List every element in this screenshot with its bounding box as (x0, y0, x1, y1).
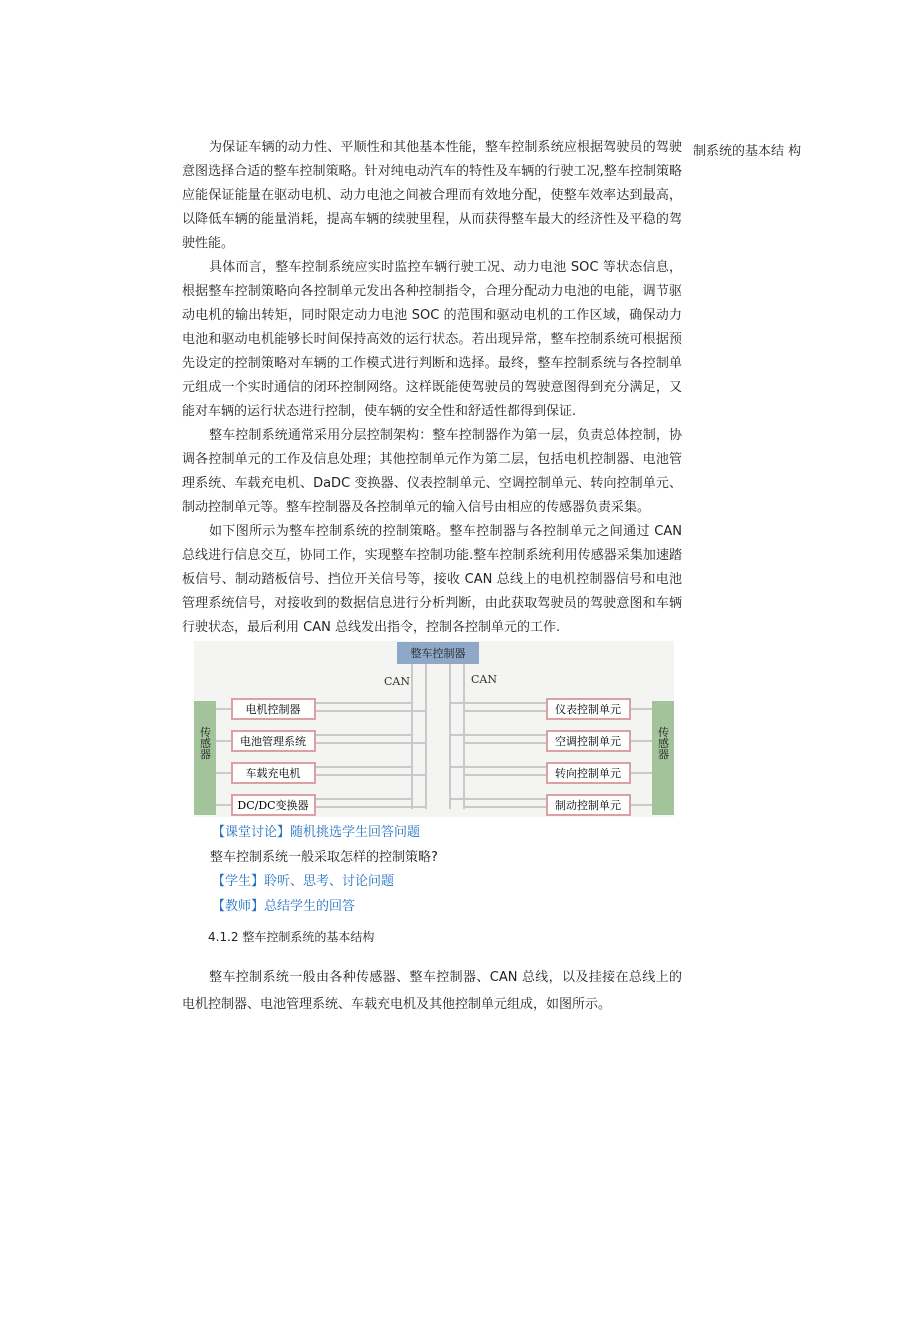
discussion-text: 随机挑选学生回答问题 (290, 825, 421, 840)
left-unit-1 (232, 699, 315, 719)
teacher-tag: 【教师】 (212, 899, 265, 914)
diagram-svg (194, 641, 674, 817)
can-label-right: CAN (471, 673, 497, 686)
left-unit-label: 电池管理系统 (240, 735, 306, 748)
teacher-text: 总结学生的回答 (264, 899, 356, 914)
right-unit-label: 空调控制单元 (555, 735, 621, 748)
discussion-question: 整车控制系统一般采取怎样的控制策略? (210, 850, 438, 865)
student-line (212, 873, 394, 891)
closing-paragraph: 整车控制系统一般由各种传感器、整车控制器、CAN 总线，以及挂接在总线上的电机控制器、电池管理系统、车载充电机及其他控制单元组成，如图所示。 (182, 970, 682, 1012)
right-unit-4 (547, 795, 630, 815)
right-unit-1 (547, 699, 630, 719)
right-unit-label: 仪表控制单元 (555, 703, 621, 716)
paragraph-2: 具体而言，整车控制系统应实时监控车辆行驶工况、动力电池 SOC 等状态信息，根据整车控制策略向各控制单元发出各种控制指令，合理分配动力电池的电能，调节驱动电机的输出转矩，同时限定动力电池 SOC 的范围和驱动电机的工作区域，确保动力电池和驱动电机能够长时间保持高效的运行状态。若出现异常，整车控制系统可根据预先设定的控制策略对车辆的工作模式进行判断和选择。最终，整车控制系统与各控制单元组成一个实时通信的闭环控制网络。这样既能使驾驶员的驾驶意图得到充分满足，又能对车辆的运行状态进行控制，使车辆的安全性和舒适性都得到保证. (182, 260, 682, 419)
paragraph-4: 如下图所示为整车控制系统的控制策略。整车控制器与各控制单元之间通过 CAN 总线进行信息交互，协同工作，实现整车控制功能.整车控制系统利用传感器采集加速踏板信号、制动踏板信号、挡位开关信号等，接收 CAN 总线上的电机控制器信号和电池管理系统信号，对接收到的数据信息进行分析判断，由此获取驾驶员的驾驶意图和车辆行驶状态，最后利用 CAN 总线发出指令，控制各控制单元的工作. (182, 524, 682, 635)
main-text (182, 136, 682, 640)
student-text: 聆听、思考、讨论问题 (264, 874, 395, 889)
right-unit-2 (547, 731, 630, 751)
right-unit-3 (547, 763, 630, 783)
left-unit-label: 电机控制器 (245, 703, 301, 716)
section-title: 4.1.2 整车控制系统的基本结构 (208, 930, 375, 944)
right-unit-label: 制动控制单元 (555, 799, 621, 812)
left-unit-2 (232, 731, 315, 751)
paragraph-1: 为保证车辆的动力性、平顺性和其他基本性能，整车控制系统应根据驾驶员的驾驶意图选择合适的整车控制策略。针对纯电动汽车的特性及车辆的行驶工况,整车控制策略应能保证能量在驱动电机、动力电池之间被合理而有效地分配，使整车效率达到最高，以降低车辆的能量消耗，提高车辆的续驶里程，从而获得整车最大的经济性及平稳的驾驶性能。 (182, 140, 682, 251)
sensor-right-label: 传感器 (656, 726, 670, 760)
closing-text-block (182, 964, 682, 1018)
discussion-tag: 【课堂讨论】 (212, 825, 291, 840)
student-tag: 【学生】 (212, 874, 265, 889)
paragraph-3: 整车控制系统通常采用分层控制架构：整车控制器作为第一层，负责总体控制，协调各控制单元的工作及信息处理；其他控制单元作为第二层，包括电机控制器、电池管理系统、车载充电机、DaDC 变换器、仪表控制单元、空调控制单元、转向控制单元、制动控制单元等。整车控制器及各控制单元的输入信号由相应的传感器负责采集。 (182, 428, 682, 515)
teacher-line (212, 898, 355, 916)
side-note: 制系统的基本结 构 (693, 144, 802, 159)
right-unit-label: 转向控制单元 (555, 767, 621, 780)
discussion-line (212, 824, 420, 842)
sensor-left-label: 传感器 (198, 726, 212, 760)
left-unit-label: 车载充电机 (245, 767, 301, 780)
top-controller-label: 整车控制器 (410, 647, 466, 660)
control-strategy-diagram (194, 641, 674, 817)
left-unit-label: DC/DC变换器 (237, 799, 309, 812)
left-unit-3 (232, 763, 315, 783)
can-label-left: CAN (384, 675, 410, 688)
left-unit-4 (232, 795, 315, 815)
